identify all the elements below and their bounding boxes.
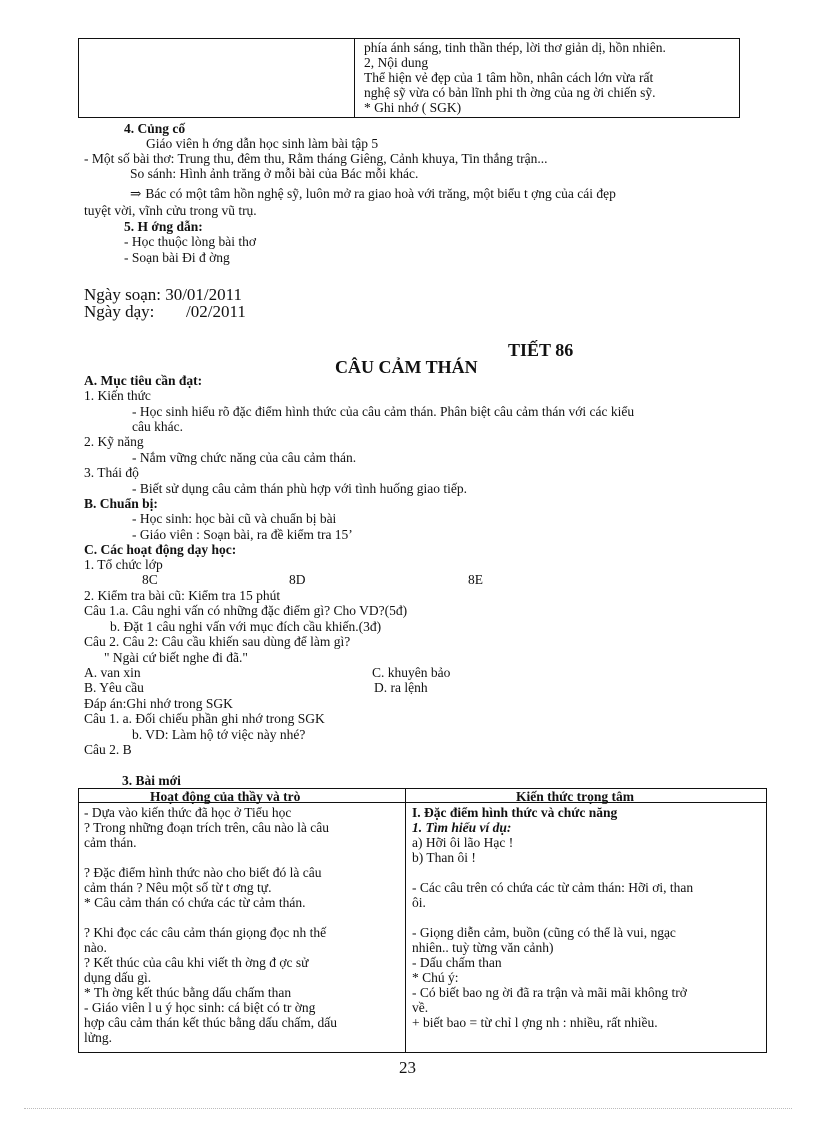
table-right-line: nhiên.. tuỳ từng văn cảnh) — [412, 940, 554, 955]
section-a-item: 3. Thái độ — [84, 465, 139, 480]
huongdan-heading: 5. H ớng dẫn: — [124, 219, 203, 234]
top-table-divider — [354, 38, 355, 118]
table-right-line: về. — [412, 1000, 429, 1015]
table-divider — [405, 788, 406, 1053]
table-right-line: - Dấu chấm than — [412, 955, 502, 970]
section-a-text: câu khác. — [132, 419, 183, 434]
top-table-right-cell — [364, 40, 666, 115]
table-header-right: Kiến thức trọng tâm — [516, 789, 634, 804]
section-c-text: Đáp án:Ghi nhớ trong SGK — [84, 696, 233, 711]
table-left-line: * Câu cảm thán có chứa các từ cảm thán. — [84, 895, 306, 910]
section-b-text: - Giáo viên : Soạn bài, ra đề kiểm tra 15’ — [132, 527, 353, 542]
table-right-line — [412, 865, 693, 880]
table-right-line: ôi. — [412, 895, 426, 910]
table-left-line: nào. — [84, 940, 107, 955]
section-c-text: 2. Kiểm tra bài cũ: Kiểm tra 15 phút — [84, 588, 281, 603]
section-b-text: - Học sinh: học bài cũ và chuẩn bị bài — [132, 511, 337, 526]
table-border-bottom — [78, 1052, 767, 1053]
section-a-text: - Nắm vững chức năng của câu cảm thán. — [132, 450, 357, 465]
top-table-line: Thể hiện vẻ đẹp của 1 tâm hồn, nhân cách lớn vừa rất — [364, 70, 654, 85]
option-a: A. van xin — [84, 665, 141, 680]
huongdan-line: - Học thuộc lòng bài thơ — [124, 234, 256, 249]
table-right-line: a) Hỡi ôi lão Hạc ! — [412, 835, 514, 850]
date-day-value: /02/2011 — [186, 302, 246, 321]
table-left-line — [84, 850, 337, 865]
table-right-line: * Chú ý: — [412, 970, 459, 985]
lesson-title: CÂU CẢM THÁN — [335, 357, 478, 377]
table-left-line: lửng. — [84, 1030, 112, 1045]
table-right-column — [412, 805, 693, 1030]
cungco-line: Bác có một tâm hồn nghệ sỹ, luôn mở ra giao hoà với trăng, một biểu t ợng của cái đẹp — [145, 186, 616, 201]
table-left-line: cảm thán. — [84, 835, 137, 850]
class-label: 8C — [142, 572, 158, 587]
date-soan: Ngày soạn: 30/01/2011 — [84, 285, 243, 304]
table-right-subheading: 1. Tìm hiểu ví dụ: — [412, 820, 512, 835]
table-right-line: - Các câu trên có chứa các từ cảm thán: Hỡi ơi, than — [412, 880, 694, 895]
cungco-conclusion — [130, 186, 616, 201]
arrow-right-icon: ⇒ — [130, 186, 142, 201]
section-c-text: Câu 2. Câu 2: Câu cầu khiến sau dùng để làm gì? — [84, 634, 351, 649]
huongdan-line: - Soạn bài Đi đ ờng — [124, 250, 230, 265]
class-label: 8E — [468, 572, 483, 587]
table-left-column — [84, 805, 337, 1045]
table-right-line: + biết bao = từ chỉ l ợng nh : nhiều, rất nhiều. — [412, 1015, 658, 1030]
table-left-line: ? Khi đọc các câu cảm thán giọng đọc nh thế — [84, 925, 327, 940]
table-left-line: ? Đặc điểm hình thức nào cho biết đó là câu — [84, 865, 322, 880]
table-left-line: cảm thán ? Nêu một số từ t ơng tự. — [84, 880, 272, 895]
date-day-label: Ngày dạy: — [84, 302, 155, 321]
cungco-line: tuyệt vời, vĩnh cửu trong vũ trụ. — [84, 203, 257, 218]
section-c-text: Câu 1.a. Câu nghi vấn có những đặc điểm gì? Cho VD?(5đ) — [84, 603, 408, 618]
table-right-line: b) Than ôi ! — [412, 850, 476, 865]
table-right-line: - Có biết bao ng ời đã ra trận và mãi mãi không trở — [412, 985, 687, 1000]
section-a-item: 2. Kỹ năng — [84, 434, 144, 449]
section-c-text: Câu 1. a. Đối chiếu phần ghi nhớ trong SGK — [84, 711, 325, 726]
section-a-heading: A. Mục tiêu cần đạt: — [84, 373, 203, 388]
cungco-line: So sánh: Hình ảnh trăng ở mỗi bài của Bác mỗi khác. — [130, 166, 419, 181]
section-a-text: - Học sinh hiểu rõ đặc điểm hình thức của câu cảm thán. Phân biệt câu cảm thán với các kiểu — [132, 404, 635, 419]
page-number: 23 — [399, 1058, 416, 1077]
page-edge-divider — [24, 1108, 792, 1109]
section-a-text: - Biết sử dụng câu cảm thán phù hợp với tình huống giao tiếp. — [132, 481, 468, 496]
table-header-left: Hoạt động của thầy và trò — [150, 789, 301, 804]
cungco-heading: 4. Củng cố — [124, 121, 186, 136]
table-left-line: ? Kết thúc của câu khi viết th ờng đ ợc sử — [84, 955, 309, 970]
section-c-text: b. VD: Làm hộ tớ việc này nhé? — [132, 727, 306, 742]
table-left-line: - Dựa vào kiến thức đã học ở Tiểu học — [84, 805, 292, 820]
cungco-line: - Một số bài thơ: Trung thu, đêm thu, Rằm tháng Giêng, Cảnh khuya, Tin thắng trận... — [84, 151, 548, 166]
table-left-line: - Giáo viên l u ý học sinh: cá biệt có tr ờng — [84, 1000, 316, 1015]
top-table-border-left — [78, 38, 79, 118]
option-c: C. khuyên bảo — [372, 665, 451, 680]
section-c-text: Câu 2. B — [84, 742, 132, 757]
top-table-line: 2, Nội dung — [364, 55, 429, 70]
table-left-line: hợp câu cảm thán kết thúc bằng dấu chấm, dấu — [84, 1015, 338, 1030]
top-table-border-bottom — [78, 117, 740, 118]
cungco-line: Giáo viên h ớng dẫn học sinh làm bài tập 5 — [146, 136, 379, 151]
section-c-text: 1. Tổ chức lớp — [84, 557, 163, 572]
table-left-line — [84, 910, 337, 925]
section-c-text: b. Đặt 1 câu nghi vấn với mục đích cầu khiến.(3đ) — [110, 619, 382, 634]
top-table-line: nghệ sỹ vừa có bản lĩnh phi th ờng của ng ời chiến sỹ. — [364, 85, 656, 100]
option-b: B. Yêu cầu — [84, 680, 144, 695]
table-left-line: dụng dấu gì. — [84, 970, 152, 985]
table-border-right — [766, 788, 767, 1053]
section-c-subheading: 3. Bài mới — [122, 773, 181, 788]
lesson-number: TIẾT 86 — [508, 340, 574, 360]
section-c-heading: C. Các hoạt động dạy học: — [84, 542, 237, 557]
top-table-line: * Ghi nhớ ( SGK) — [364, 100, 462, 115]
top-table-line: phía ánh sáng, tinh thần thép, lời thơ giản dị, hồn nhiên. — [364, 40, 666, 55]
table-right-heading: I. Đặc điểm hình thức và chức năng — [412, 805, 618, 820]
table-left-line: ? Trong những đoạn trích trên, câu nào là câu — [84, 820, 330, 835]
table-border-left — [78, 788, 79, 1053]
top-table-border-right — [739, 38, 740, 118]
section-a-item: 1. Kiến thức — [84, 388, 151, 403]
class-label: 8D — [289, 572, 306, 587]
table-right-line — [412, 910, 693, 925]
table-right-line: - Giọng diễn cảm, buồn (cũng có thể là vui, ngạc — [412, 925, 676, 940]
section-b-heading: B. Chuẩn bị: — [84, 496, 158, 511]
top-table-border-top — [78, 38, 740, 39]
option-d: D. ra lệnh — [374, 680, 428, 695]
table-left-line: * Th ờng kết thúc bằng dấu chấm than — [84, 985, 292, 1000]
section-c-quote: " Ngài cứ biết nghe đi đã." — [104, 650, 248, 665]
